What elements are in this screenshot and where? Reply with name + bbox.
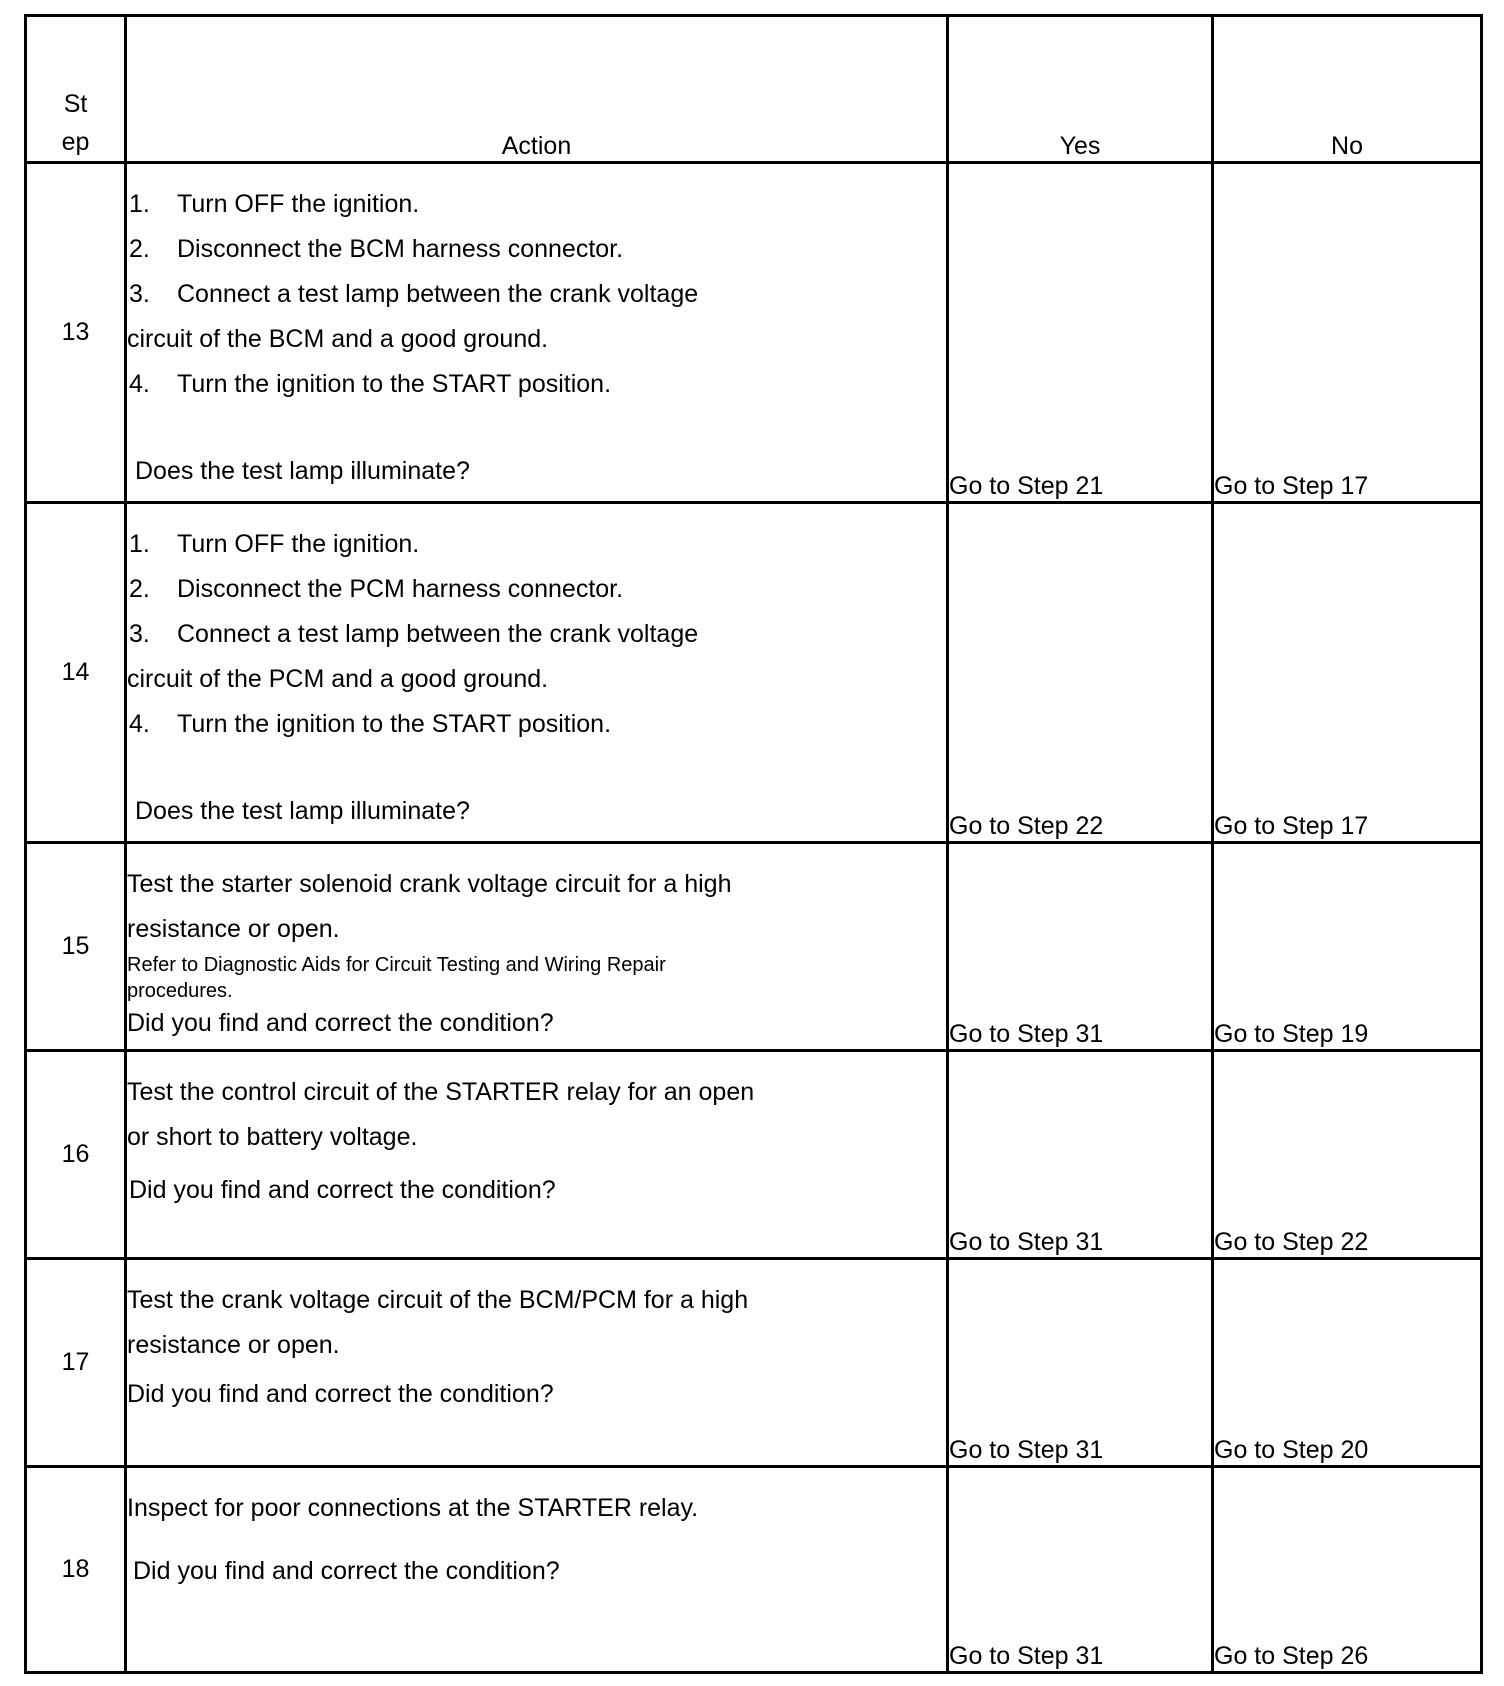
table-row xyxy=(26,843,1482,1051)
header-yes: Yes xyxy=(948,16,1213,163)
table-row xyxy=(26,1259,1482,1467)
action-item-continued: circuit of the PCM and a good ground. xyxy=(127,665,549,693)
action-cell xyxy=(126,1051,948,1259)
yes-result: Go to Step 31 xyxy=(948,1467,1213,1673)
action-line: or short to battery voltage. xyxy=(127,1123,418,1151)
step-number: 14 xyxy=(26,503,126,843)
action-note: Refer to Diagnostic Aids for Circuit Testing and Wiring Repair procedures. xyxy=(127,954,666,1002)
header-step-line-1: St xyxy=(63,90,88,118)
header-no: No xyxy=(1213,16,1482,163)
no-result: Go to Step 17 xyxy=(1213,163,1482,503)
action-line: Test the crank voltage circuit of the BCM/PCM for a high xyxy=(127,1286,749,1314)
header-action: Action xyxy=(126,16,948,163)
table-row xyxy=(26,163,1482,503)
action-question: Did you find and correct the condition? xyxy=(129,1176,556,1204)
yes-result: Go to Step 31 xyxy=(948,1051,1213,1259)
action-item: 4. Turn the ignition to the START position. xyxy=(129,370,612,398)
step-number: 13 xyxy=(26,163,126,503)
action-cell xyxy=(126,163,948,503)
no-result: Go to Step 26 xyxy=(1213,1467,1482,1673)
action-item: 2. Disconnect the PCM harness connector. xyxy=(129,575,624,603)
action-cell xyxy=(126,503,948,843)
header-row xyxy=(26,16,1482,163)
action-item-continued: circuit of the BCM and a good ground. xyxy=(127,325,549,353)
yes-result: Go to Step 21 xyxy=(948,163,1213,503)
table-row xyxy=(26,1467,1482,1673)
action-question: Did you find and correct the condition? xyxy=(127,1009,554,1037)
no-result: Go to Step 20 xyxy=(1213,1259,1482,1467)
action-question: Does the test lamp illuminate? xyxy=(135,797,470,825)
no-result: Go to Step 17 xyxy=(1213,503,1482,843)
action-cell xyxy=(126,1467,948,1673)
action-line: Test the starter solenoid crank voltage circuit for a high xyxy=(127,870,732,898)
step-number: 18 xyxy=(26,1467,126,1673)
table-row xyxy=(26,503,1482,843)
action-line: resistance or open. xyxy=(127,1331,340,1359)
no-result: Go to Step 22 xyxy=(1213,1051,1482,1259)
action-line: resistance or open. xyxy=(127,915,340,943)
diagnostic-table xyxy=(24,14,1483,1674)
action-item: 1. Turn OFF the ignition. xyxy=(129,530,420,558)
header-step xyxy=(26,16,126,163)
action-item: 1. Turn OFF the ignition. xyxy=(129,190,420,218)
action-line: Inspect for poor connections at the STARTER relay. xyxy=(127,1494,699,1522)
step-number: 15 xyxy=(26,843,126,1051)
action-question: Did you find and correct the condition? xyxy=(127,1380,554,1408)
header-step-line-2: ep xyxy=(61,128,90,156)
action-cell xyxy=(126,843,948,1051)
yes-result: Go to Step 22 xyxy=(948,503,1213,843)
action-question: Did you find and correct the condition? xyxy=(133,1557,560,1585)
no-result: Go to Step 19 xyxy=(1213,843,1482,1051)
yes-result: Go to Step 31 xyxy=(948,843,1213,1051)
step-number: 16 xyxy=(26,1051,126,1259)
step-number: 17 xyxy=(26,1259,126,1467)
action-line: Test the control circuit of the STARTER relay for an open xyxy=(127,1078,755,1106)
action-item: 4. Turn the ignition to the START position. xyxy=(129,710,612,738)
action-cell xyxy=(126,1259,948,1467)
action-item: 2. Disconnect the BCM harness connector. xyxy=(129,235,624,263)
action-question: Does the test lamp illuminate? xyxy=(135,457,470,485)
action-item: 3. Connect a test lamp between the crank voltage xyxy=(129,280,699,308)
yes-result: Go to Step 31 xyxy=(948,1259,1213,1467)
action-item: 3. Connect a test lamp between the crank voltage xyxy=(129,620,699,648)
table-row xyxy=(26,1051,1482,1259)
